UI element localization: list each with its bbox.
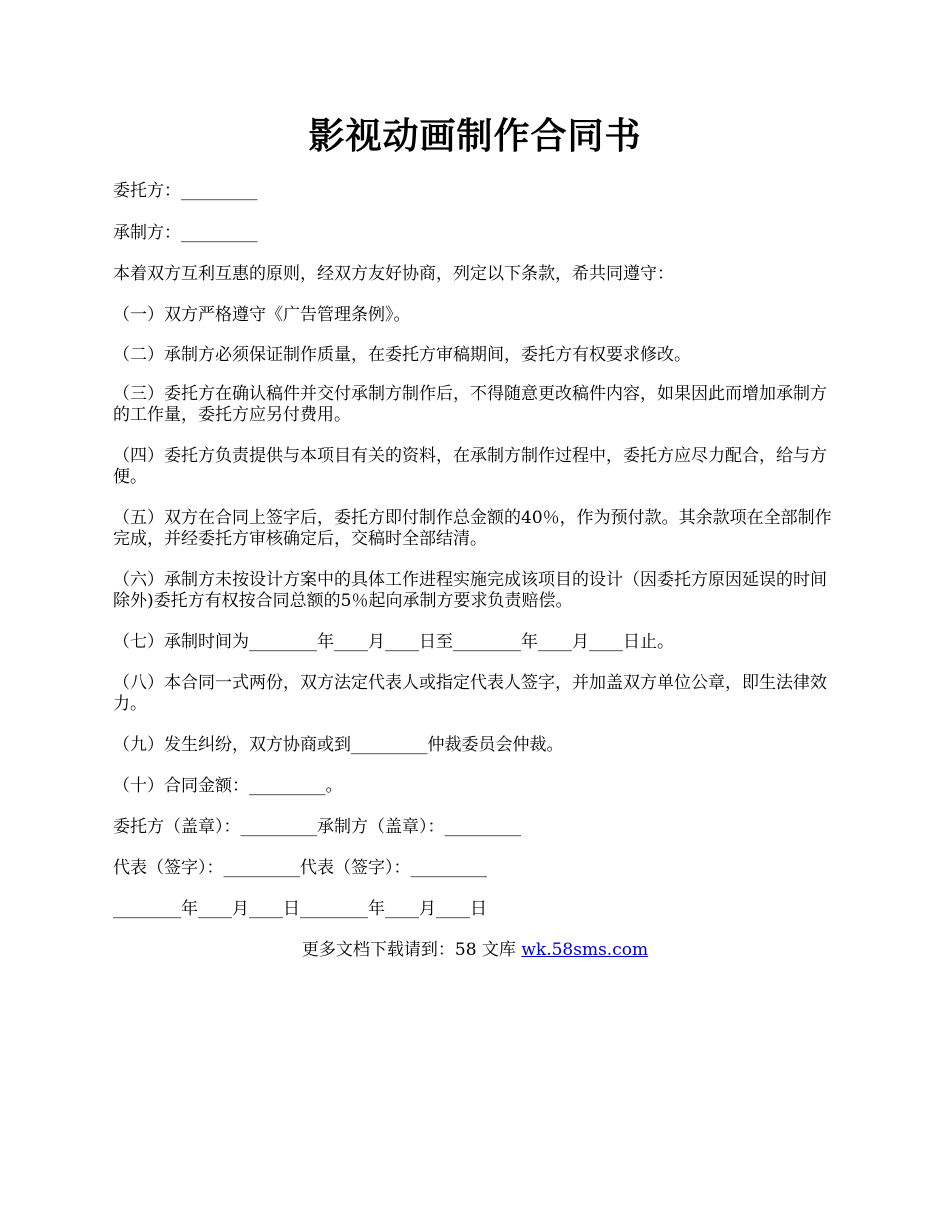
clause-9: （九）发生纠纷，双方协商或到_________仲裁委员会仲裁。 <box>113 735 564 755</box>
signature-line: 代表（签字）：_________代表（签字）：_________ <box>113 858 487 878</box>
footer <box>0 940 950 961</box>
clause-4: （四）委托方负责提供与本项目有关的资料，在承制方制作过程中，委托方应尽力配合，给与方便。 <box>113 446 827 487</box>
document-title: 影视动画制作合同书 <box>308 115 642 157</box>
footer-link[interactable]: wk.58sms.com <box>521 940 649 960</box>
clause-2: （二）承制方必须保证制作质量，在委托方审稿期间，委托方有权要求修改。 <box>113 345 691 365</box>
clause-6: （六）承制方未按设计方案中的具体工作进程实施完成该项目的设计（因委托方原因延误的时间除外)委托方有权按合同总额的5％起向承制方要求负责赔偿。 <box>113 570 827 611</box>
clause-8: （八）本合同一式两份，双方法定代表人或指定代表人签字，并加盖双方单位公章，即生法律效力。 <box>113 673 827 714</box>
intro-paragraph: 本着双方互利互惠的原则，经双方友好协商，列定以下条款，希共同遵守： <box>113 264 674 284</box>
clause-5: （五）双方在合同上签字后，委托方即付制作总金额的40％，作为预付款。其余款项在全部制作完成，并经委托方审核确定后，交稿时全部结清。 <box>113 508 832 549</box>
clause-10: （十）合同金额：_________。 <box>113 776 343 796</box>
clause-1: （一）双方严格遵守《广告管理条例》。 <box>113 305 411 325</box>
seal-line: 委托方（盖章）：_________承制方（盖章）：_________ <box>113 817 521 837</box>
client-line: 委托方：_________ <box>113 181 258 201</box>
clause-7: （七）承制时间为________年____月____日至________年____月____日止。 <box>113 632 674 652</box>
footer-text: 更多文档下载请到：58 文库 <box>301 940 522 960</box>
contractor-line: 承制方：_________ <box>113 223 258 243</box>
date-line: ________年____月____日________年____月____日 <box>113 899 487 919</box>
clause-3: （三）委托方在确认稿件并交付承制方制作后，不得随意更改稿件内容，如果因此而增加承制方的工作量，委托方应另付费用。 <box>113 384 827 425</box>
